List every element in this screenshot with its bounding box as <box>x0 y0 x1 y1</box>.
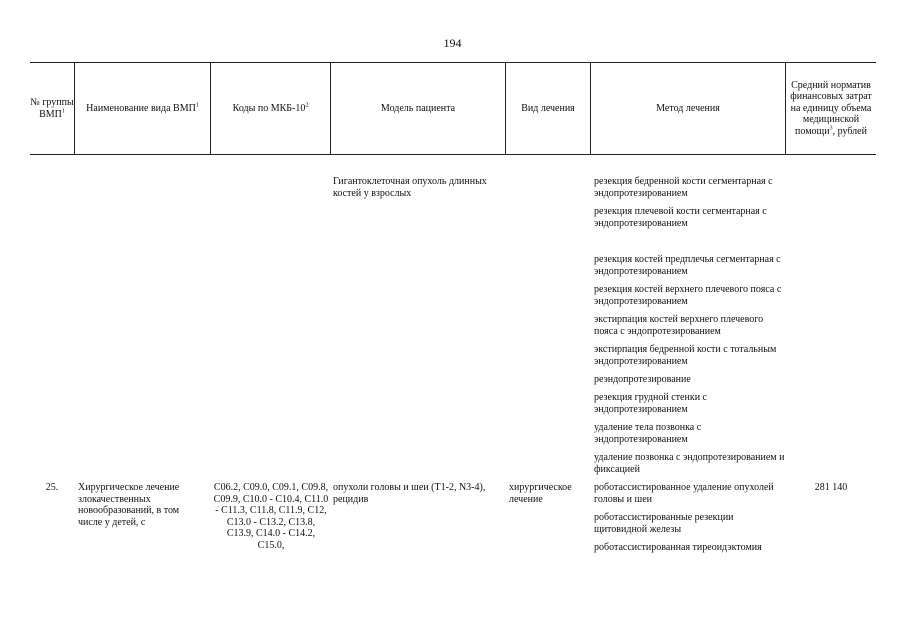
method-item: резекция костей предплечья сегментарная с эндопротезированием <box>594 254 781 277</box>
method-item: удаление позвонка с эндопротезированием и фиксацией <box>594 452 785 475</box>
method-item: резекция бедренной кости сегментарная с эндопротезированием <box>594 176 773 199</box>
header-vmp-name: Наименование вида ВМП$^1$ <box>86 102 199 114</box>
method-item: реэндопротезирование <box>594 374 691 385</box>
method-item: роботассистированное удаление опухолей головы и шеи <box>594 482 774 505</box>
header-average-cost: Средний норматив финансовых затрат на единицу объема медицинской помощи$^3$, рублей <box>790 79 872 137</box>
method-item: резекция костей верхнего плечевого пояса с эндопротезированием <box>594 284 782 307</box>
header-treatment-method: Метод лечения <box>656 102 720 114</box>
method-item: роботассистированные резекции щитовидной железы <box>594 512 734 535</box>
treatment-type: хирургическое лечение <box>509 482 572 505</box>
header-treatment-type: Вид лечения <box>521 102 575 114</box>
average-cost: 281 140 <box>814 482 848 493</box>
header-icd-codes: Коды по МКБ-$10^2$ <box>232 102 309 114</box>
method-item: удаление тела позвонка с эндопротезированием <box>594 422 702 445</box>
patient-model-cell: опухоли головы и шеи (T1-2, N3-4), рецидив <box>333 482 486 505</box>
header-patient-model: Модель пациента <box>380 102 456 114</box>
method-item: резекция плечевой кости сегментарная с эндопротезированием <box>594 206 767 229</box>
vmp-name: Хирургическое лечение злокачественных новообразований, в том числе у детей, с <box>78 482 180 528</box>
page-number: 194 <box>443 36 462 50</box>
group-number: 25. <box>45 482 59 493</box>
patient-model-cell: Гигантоклеточная опухоль длинных костей у взрослых <box>333 176 487 199</box>
method-item: экстирпация костей верхнего плечевого пояса с эндопротезированием <box>594 314 764 337</box>
method-item: резекция грудной стенки с эндопротезированием <box>594 392 707 415</box>
header-group-number: № группы ВМП$^1$ <box>30 97 74 120</box>
method-item: экстирпация бедренной кости с тотальным эндопротезированием <box>594 344 777 367</box>
method-item: роботассистированная тиреоидэктомия <box>594 542 762 553</box>
icd-codes: C06.2, C09.0, C09.1, C09.8, C09.9, C10.0 - C10.4, C11.0 - C11.3, C11.8, C11.9, C12, C13.0 - C13.2, C13.8, C13.9, C14.0 - C14.2, C15.0, <box>213 482 329 551</box>
